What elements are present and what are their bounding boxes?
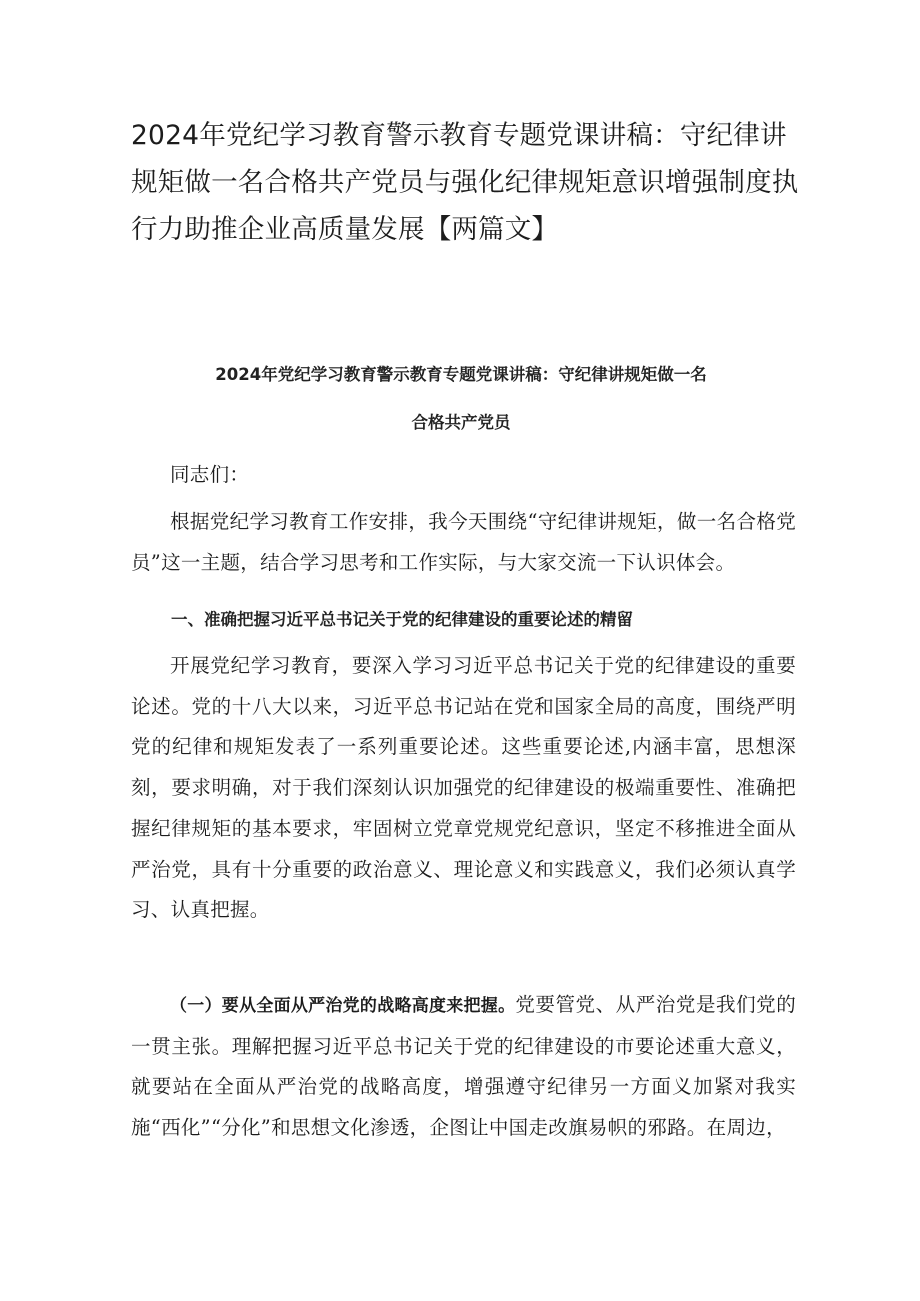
intro-paragraph: 根据党纪学习教育工作安排，我今天围绕“守纪律讲规矩，做一名合格党员”这一主题，结合学习思考和工作实际，与大家交流一下认识体会。 [131,510,796,574]
subsection-1-heading: （一）要从全面从严治党的战略高度来把握。 [170,996,516,1016]
subsection-1-text: 党要管党、从严治党是我们党的一贯主张。理解把握习近平总书记关于党的纪律建设的市要论述重大意义，就要站在全面从严治党的战略高度，增强遵守纪律另一方面义加紧对我实施“西化”“分化”和思想文化渗透，企图让中国走改旗易帜的邪路。在周边， [131,993,797,1140]
article-title-line-1: 2024年党纪学习教育警示教育专题党课讲稿：守纪律讲规矩做一名 [215,365,707,384]
section-1-paragraph: 开展党纪学习教育，要深入学习习近平总书记关于党的纪律建设的重要论述。党的十八大以来，习近平总书记站在党和国家全局的高度，围绕严明党的纪律和规矩发表了一系列重要论述。这些重要论述,内涵丰富，思想深刻，要求明确，对于我们深刻认识加强党的纪律建设的极端重要性、准确把握纪律规矩的基本要求，牢固树立党章党规党纪意识，坚定不移推进全面从严治党，具有十分重要的政治意义、理论意义和实践意义，我们必须认真学习、认真把握。 [131,654,796,922]
document-main-title: 2024年党纪学习教育警示教育专题党课讲稿：守纪律讲规矩做一名合格共产党员与强化纪律规矩意识增强制度执行力助推企业高质量发展【两篇文】 [131,120,799,245]
salutation: 同志们： [170,463,250,486]
subsection-1-paragraph [131,985,796,1149]
section-1-heading: 一、准确把握习近平总书记关于党的纪律建设的重要论述的精留 [171,610,633,629]
article-title-line-2: 合格共产党员 [411,413,511,432]
